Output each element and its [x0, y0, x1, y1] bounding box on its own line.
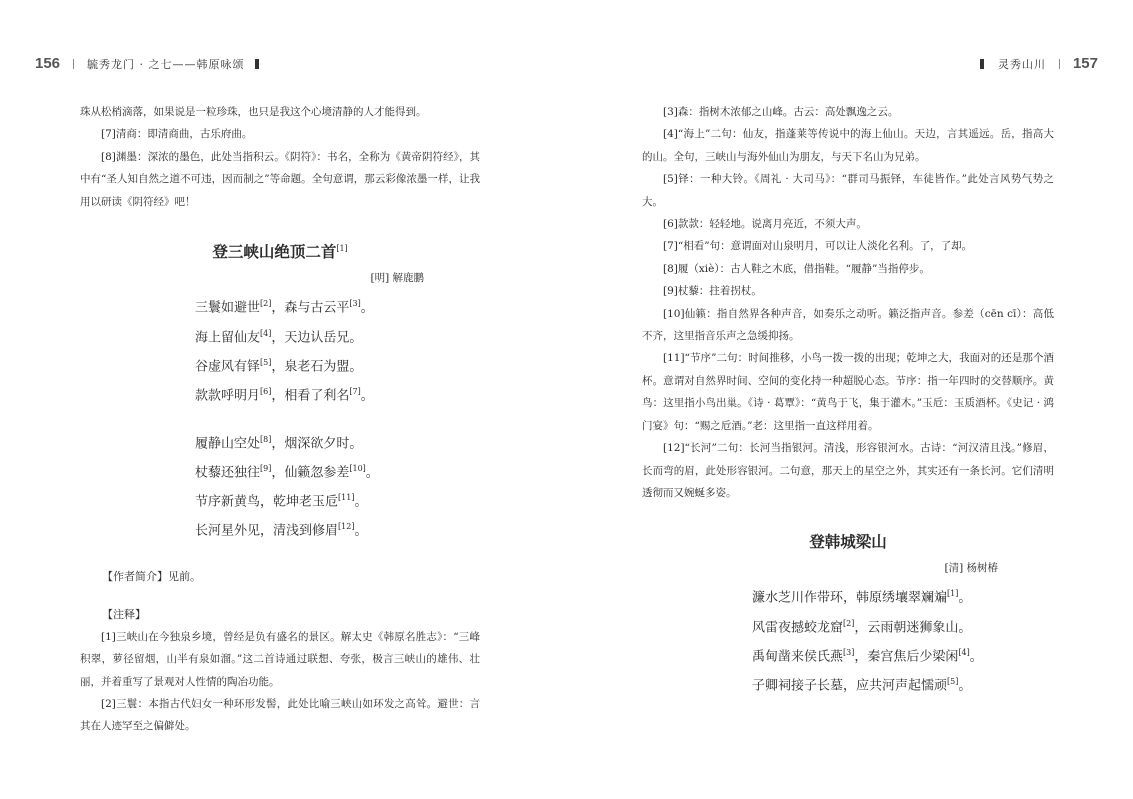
verse-end: 。	[360, 300, 374, 316]
footnote-ref: [4]	[958, 647, 970, 657]
right-page-content	[642, 101, 1054, 699]
verse-end: 。	[354, 523, 368, 539]
footnote-ref: [5]	[260, 357, 272, 367]
footnote-ref: [11]	[338, 493, 355, 503]
author-intro: 【作者简介】见前。	[102, 569, 201, 583]
note-paragraph: [1]三峡山在今独泉乡境，曾经是负有盛名的景区。解太史《韩原名胜志》：“三峰积翠，萝径留烟，山半有泉如溜。”这二首诗通过联想、夸张，极言三峡山的雄伟、壮丽，并着重写了景观对人性情的陶冶功能。	[80, 630, 480, 688]
running-title: 灵秀山川	[997, 57, 1046, 71]
footnote-ref: [7]	[349, 387, 361, 397]
verse-text: 子卿祠接子长墓，应共河声起懦顽	[752, 678, 948, 694]
note-paragraph: [2]三鬟：本指古代妇女一种环形发髻，此处比喻三峡山如环发之高耸。避世：言其在人迹罕至之偏僻处。	[80, 698, 480, 733]
verse-end: 。	[349, 435, 363, 451]
right-page	[566, 0, 1133, 799]
footnote-ref: [10]	[349, 463, 366, 473]
footnote-ref: [5]	[947, 677, 959, 687]
verse-text: ，云雨朝迷狮象山	[854, 619, 959, 635]
note-paragraph: [7]“相看”句：意谓面对山泉明月，可以让人淡化名利。了，了却。	[663, 240, 973, 253]
verse-end: 。	[958, 590, 972, 606]
continued-paragraph: 珠从松梢滴落，如果说是一粒珍珠，也只是我这个心境清静的人才能得到。	[80, 106, 427, 118]
poem-line	[752, 669, 1054, 698]
verse-end: 。	[958, 619, 972, 635]
footnote-ref: [12]	[338, 522, 355, 532]
poem-author: [明] 解鹿鹏	[370, 272, 424, 285]
left-page	[0, 0, 566, 799]
poem-line	[195, 514, 480, 543]
verse-text: ，泉老石为盟	[271, 359, 350, 375]
poem-line	[195, 321, 480, 350]
verse-text: ，乾坤老玉卮	[260, 494, 339, 510]
verse-end: 。	[969, 649, 983, 665]
verse-text: ，清浅到修眉	[260, 523, 339, 539]
verse-text: 谷虚风有铎	[195, 359, 261, 375]
right-page-header	[980, 55, 1098, 72]
verse-text: ，相看了利名	[271, 388, 350, 404]
poem-line	[195, 291, 480, 320]
poem-author: [清] 杨树椿	[944, 562, 998, 575]
poem-body	[642, 581, 1054, 698]
footnote-ref: [2]	[260, 299, 272, 309]
footnote-ref: [2]	[843, 618, 855, 628]
footnote-ref: [3]	[349, 299, 361, 309]
note-paragraph: [9]杖藜：拄着拐杖。	[663, 285, 762, 298]
poem-line	[752, 581, 1054, 610]
note-paragraph: [10]仙籁：指自然界各种声音，如奏乐之动听。籁泛指声音。参差（cēn cī）：高低不齐，这里指音乐声之急缓抑扬。	[642, 307, 1054, 343]
poem-line	[195, 485, 480, 514]
verse-text: 海上留仙友	[195, 329, 261, 345]
note-paragraph: [8]渊墨：深浓的墨色，此处当指积云。《阴符》：书名，全称为《黄帝阴符经》，其中有“圣人知自然之道不可违，因而制之”等命题。全句意谓，那云彩像浓墨一样，让我用以研读《阴符经》吧！	[80, 150, 480, 208]
verse-text: ，烟深欲夕时	[271, 435, 350, 451]
verse-text: 濂水芝川作带环，韩原绣壤翠斓斒	[752, 590, 948, 606]
header-block-mark	[980, 59, 984, 69]
left-page-content	[80, 101, 480, 738]
note-paragraph: [4]“海上”二句：仙友，指蓬莱等传说中的海上仙山。天边，言其遥远。岳，指高大的山。全句，三峡山与海外仙山为朋友，与天下名山为兄弟。	[642, 128, 1054, 163]
notes-heading: 【注释】	[102, 607, 146, 621]
poem-title	[642, 530, 1054, 554]
footnote-ref: [1]	[336, 244, 348, 254]
poem-line	[195, 456, 480, 485]
header-block-mark	[255, 59, 259, 69]
poem-line	[195, 427, 480, 456]
verse-text: 杖藜还独往	[195, 465, 261, 481]
footnote-ref: [1]	[947, 589, 959, 599]
note-paragraph: [5]铎：一种大铃。《周礼 · 大司马》：“群司马振铎，车徒皆作。”此处言风势气势之大。	[642, 173, 1054, 208]
verse-text: 长河星外见	[195, 523, 261, 539]
left-page-header	[35, 55, 259, 72]
poem-title-text: 登三峡山绝顶二首	[212, 242, 337, 262]
footnote-ref: [3]	[843, 647, 855, 657]
footnote-ref: [8]	[260, 434, 272, 444]
verse-end: 。	[349, 359, 363, 375]
poem-line	[195, 379, 480, 408]
header-divider	[1059, 59, 1060, 69]
verse-text: ，仙籁忽参差	[271, 465, 350, 481]
note-paragraph: [3]森：指树木浓郁之山峰。古云：高处飘逸之云。	[663, 106, 899, 118]
header-divider	[73, 59, 74, 69]
poem-line	[195, 350, 480, 379]
verse-text: 三鬟如避世	[195, 300, 261, 316]
note-paragraph: [8]履（xiè）：古人鞋之木底，借指鞋。“履静”当指停步。	[663, 262, 930, 275]
running-title: 毓秀龙门 · 之七——韩原咏颂	[87, 57, 245, 71]
poem-line	[752, 611, 1054, 640]
poem-body	[80, 291, 480, 544]
footnote-ref: [4]	[260, 328, 272, 338]
page-number: 157	[1072, 55, 1098, 72]
verse-end: 。	[360, 388, 374, 404]
footnote-ref: [6]	[260, 387, 272, 397]
footnote-ref: [9]	[260, 463, 272, 473]
verse-text: 禹甸凿来侯氏燕	[752, 649, 844, 665]
verse-end: 。	[354, 494, 368, 510]
note-paragraph: [12]“长河”二句：长河当指银河。清浅，形容银河水。古诗：“河汉清且浅。”修眉，长而弯的眉，此处形容银河。二句意，那天上的星空之外，其实还有一条长河。它们清明透彻而又婉蜒多姿。	[642, 442, 1054, 499]
note-paragraph: [6]款款：轻轻地。说离月亮近，不须大声。	[663, 218, 867, 231]
note-paragraph: [11]“节序”二句：时间推移，小鸟一拨一拨的出现；乾坤之大，我面对的还是那个酒杯。意谓对自然界时间、空间的变化持一种超脱心态。节序：指一年四时的交替顺序。黄鸟：这里指小鸟出巢。《诗 · 葛覃》：“黄鸟于飞，集于灌木。”玉卮：玉质酒杯。《史记 · 鸿门宴》句：“赐之卮酒。”老：这里指一直这样用着。	[642, 352, 1054, 432]
verse-text: 节序新黄鸟	[195, 494, 261, 510]
verse-text: ，森与古云平	[271, 300, 350, 316]
page-number: 156	[35, 55, 61, 72]
verse-end: 。	[958, 678, 972, 694]
poem-line	[752, 640, 1054, 669]
verse-text: 履静山空处	[195, 435, 261, 451]
verse-end: 。	[365, 465, 379, 481]
verse-end: 。	[349, 329, 363, 345]
note-paragraph: [7]清商：即清商曲，古乐府曲。	[101, 128, 253, 141]
poem-title	[80, 237, 480, 264]
verse-text: ，天边认岳兄	[271, 329, 350, 345]
stanza-gap	[195, 409, 480, 427]
verse-text: 风雷夜撼蛟龙窟	[752, 619, 844, 635]
verse-text: 款款呼明月	[195, 388, 261, 404]
poem-title-text: 登韩城梁山	[809, 532, 887, 552]
verse-text: ，秦宫焦后少梁闲	[854, 649, 959, 665]
